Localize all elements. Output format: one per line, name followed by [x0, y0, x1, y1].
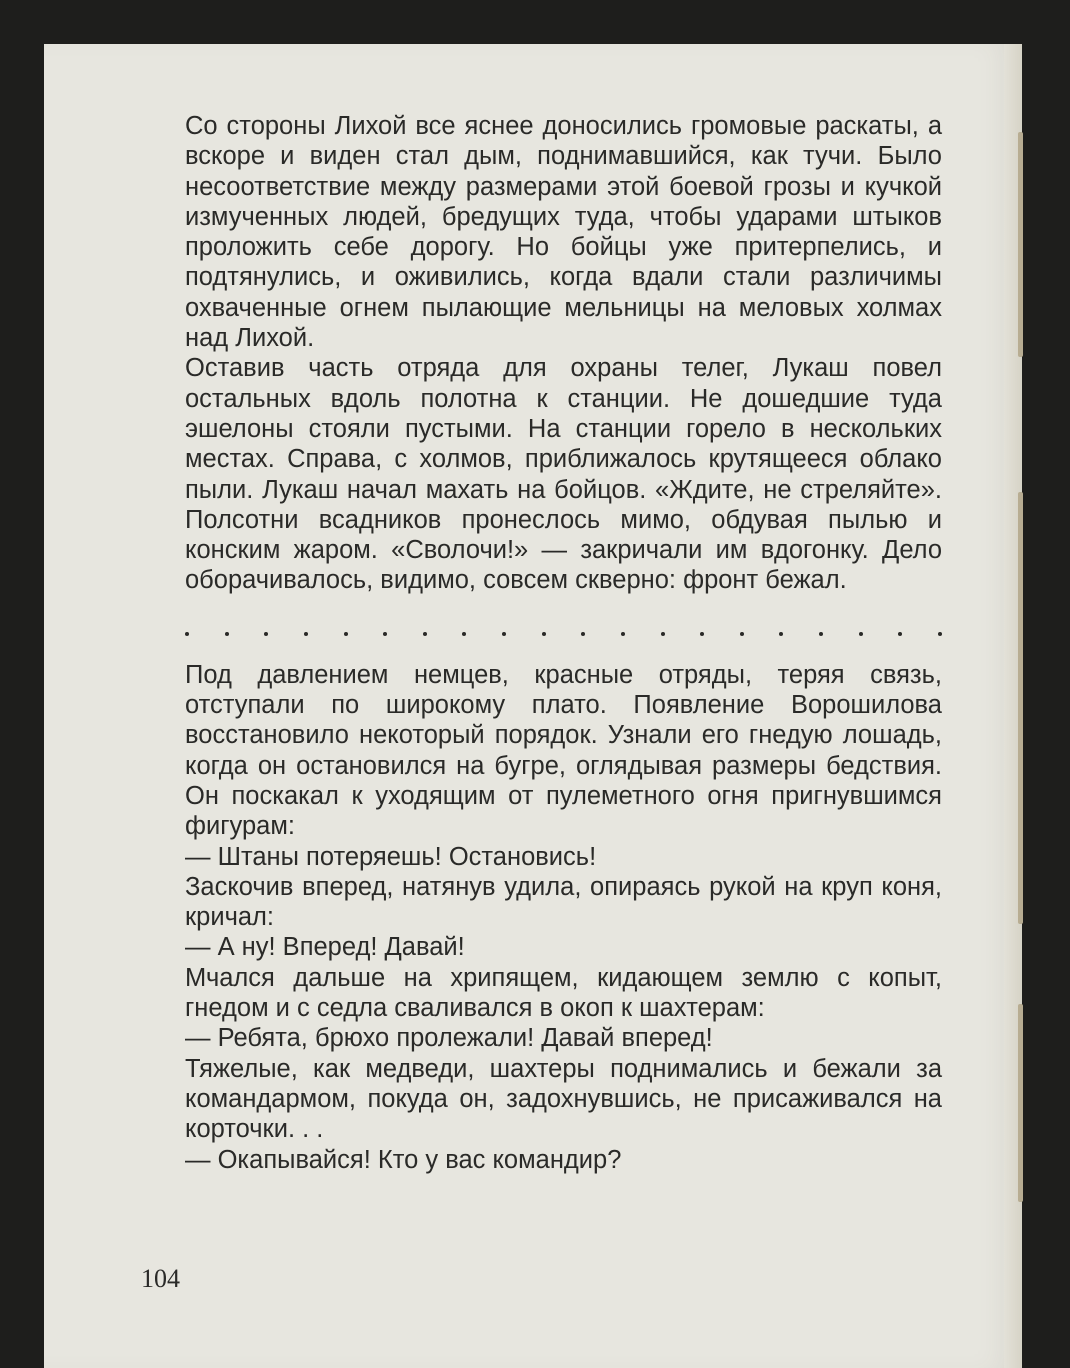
dialogue-line: — Окапывайся! Кто у вас командир? — [185, 1145, 622, 1174]
paragraph: Оставив часть отряда для охраны телег, Лукаш повел остальных вдоль полотна к станции. Не дошедшие туда эшелоны стояли пустыми. На станции горело в нескольких местах. Справа, с холмов, приближалось крутящееся облако пыли. Лукаш начал махать на бойцов. «Ждите, не стреляйте». Полсотни всадников пронеслось мимо, обдувая пылью и конским жаром. «Сволочи!» — закричали им вдогонку. Дело оборачивалось, видимо, совсем скверно: фронт бежал. — [185, 354, 942, 595]
dialogue-line: — Ребята, брюхо пролежали! Давай вперед! — [185, 1024, 713, 1053]
page-number: 104 — [141, 1264, 180, 1293]
dialogue-line: — А ну! Вперед! Давай! — [185, 933, 465, 962]
paragraph: Со стороны Лихой все яснее доносились громовые раскаты, а вскоре и виден стал дым, поднимавшийся, как тучи. Было несоответствие между размерами этой боевой грозы и кучкой измученных людей, бредущих туда, чтобы ударами штыков проложить себе дорогу. Но бойцы уже притерпелись, и подтянулись, и оживились, когда вдали стали различимы охваченные огнем пылающие мельницы на меловых холмах над Лихой. — [185, 112, 942, 353]
paragraph: Заскочив вперед, натянув удила, опираясь рукой на круп коня, кричал: — [185, 872, 942, 932]
paragraph: Мчался дальше на хрипящем, кидающем землю с копыт, гнедом и с седла сваливался в окоп к шахтерам: — [185, 963, 942, 1023]
binding-thread — [1018, 492, 1023, 924]
section-separator — [185, 610, 942, 640]
paragraph: Тяжелые, как медведи, шахтеры поднимались и бежали за командармом, покуда он, задохнувшись, не присаживался на корточки. . . — [185, 1054, 942, 1144]
page-text — [185, 111, 942, 1175]
dialogue-line: — Штаны потеряешь! Остановись! — [185, 842, 597, 871]
paragraph: Под давлением немцев, красные отряды, теряя связь, отступали по широкому плато. Появление Ворошилова восстановило некоторый порядок. Узнали его гнедую лошадь, когда он остановился на бугре, оглядывая размеры бедствия. Он поскакал к уходящим от пулеметного огня пригнувшимся фигурам: — [185, 660, 942, 841]
binding-thread — [1018, 1004, 1023, 1202]
binding-thread — [1018, 132, 1023, 357]
